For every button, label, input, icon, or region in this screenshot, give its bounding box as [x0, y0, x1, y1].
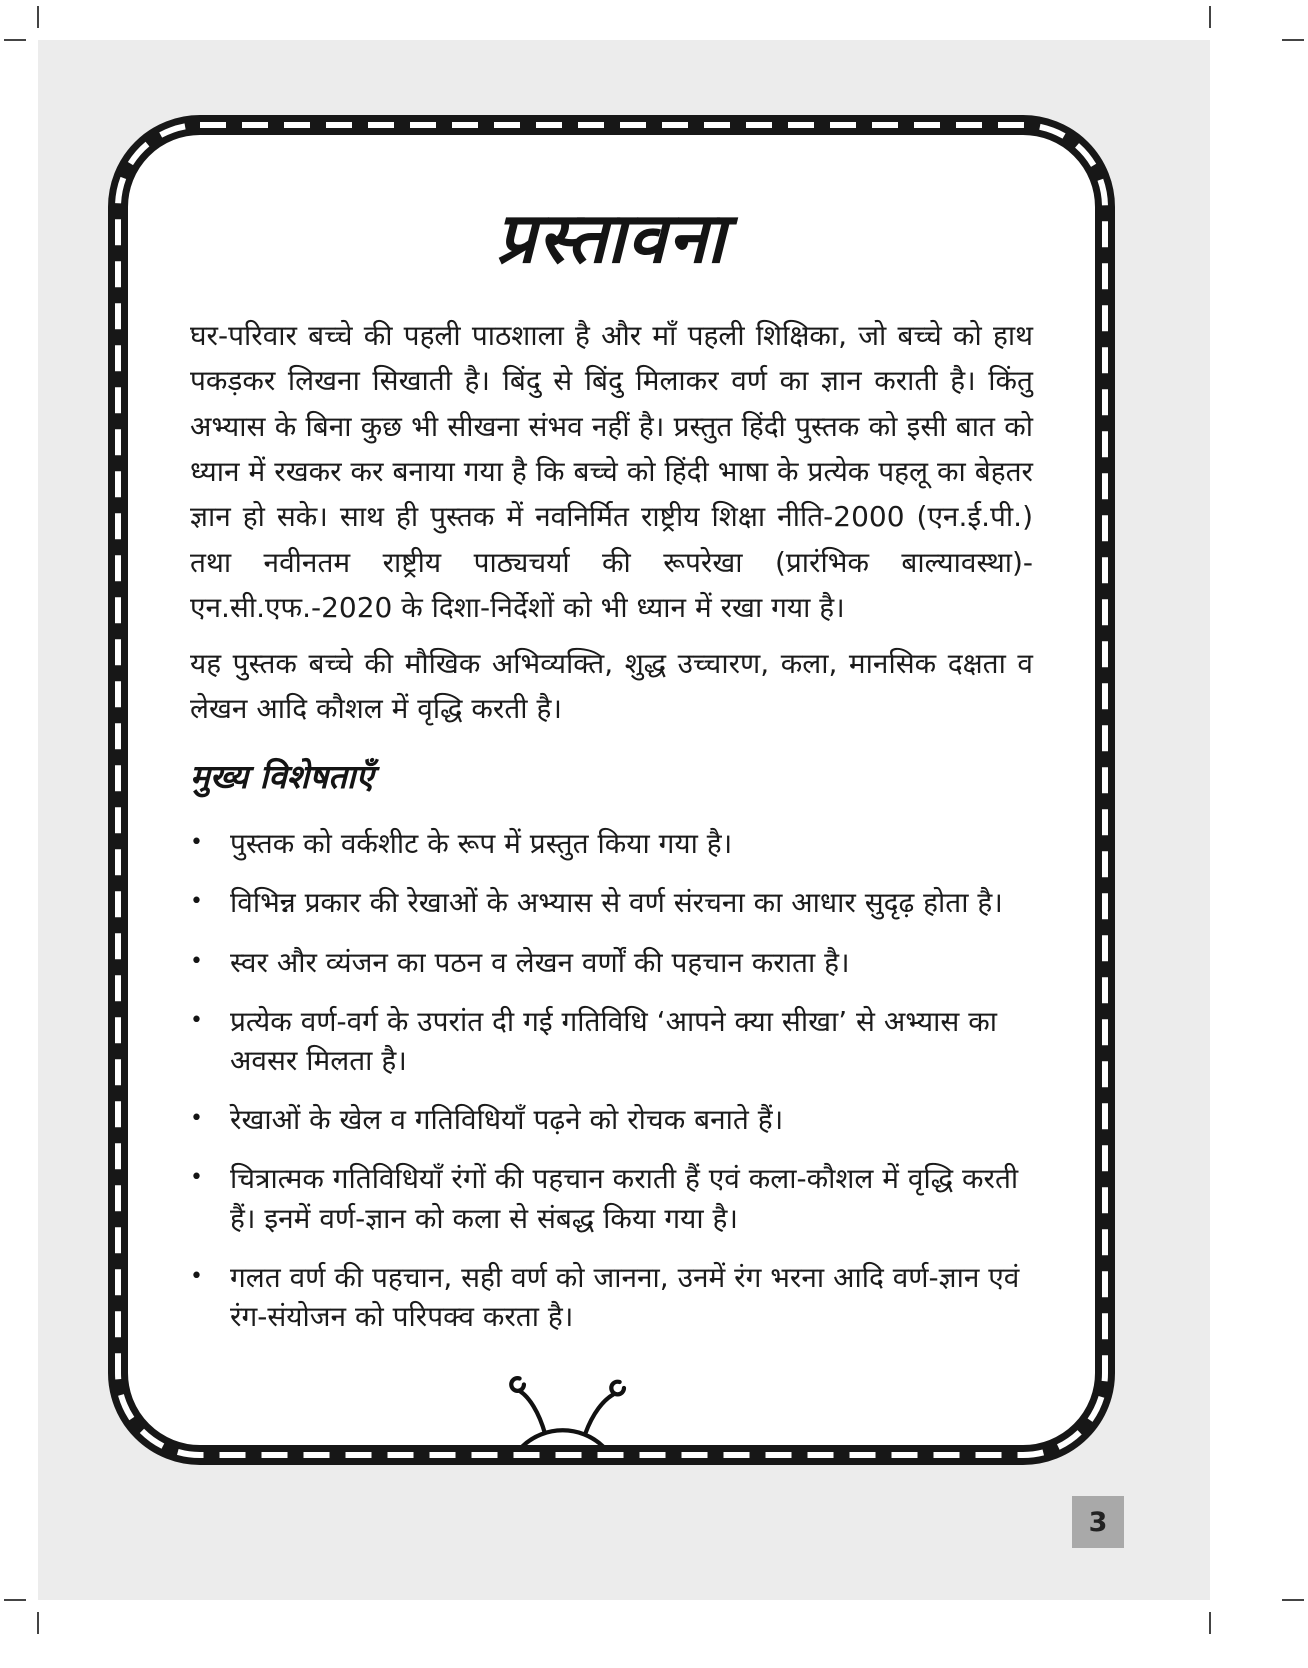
crop-mark-bottom-left-vertical [37, 1612, 39, 1634]
page-title: प्रस्तावना [496, 197, 727, 279]
crop-mark-top-left-horizontal [4, 39, 26, 41]
bullet-marker: • [190, 1263, 203, 1289]
bullet-marker: • [190, 948, 203, 974]
caterpillar-illustration [457, 1356, 767, 1445]
crop-mark-top-right-vertical [1209, 6, 1211, 28]
feature-text: गलत वर्ण की पहचान, सही वर्ण को जानना, उनमें रंग भरना आदि वर्ण-ज्ञान एवं रंग-संयोजन को परिपक्व करता है। [230, 1260, 1020, 1333]
frame-content [128, 135, 1095, 1445]
feature-text: पुस्तक को वर्कशीट के रूप में प्रस्तुत किया गया है। [230, 827, 733, 861]
page-number-box [1072, 1496, 1124, 1548]
crop-mark-top-left-vertical [37, 6, 39, 28]
illustration-wrapper [190, 1356, 1033, 1445]
feature-item [190, 1002, 1033, 1080]
feature-item [190, 883, 1033, 922]
crop-mark-bottom-right-vertical [1209, 1612, 1211, 1634]
bullet-marker: • [190, 889, 203, 915]
feature-item [190, 1258, 1033, 1336]
feature-text: प्रत्येक वर्ण-वर्ग के उपरांत दी गई गतिविधि ‘आपने क्या सीखा’ से अभ्यास का अवसर मिलता है। [230, 1004, 997, 1077]
bullet-marker: • [190, 1165, 203, 1191]
feature-item [190, 1100, 1033, 1139]
page-number: 3 [1088, 1506, 1108, 1538]
intro-paragraph-2: यह पुस्तक बच्चे की मौखिक अभिव्यक्ति, शुद्ध उच्चारण, कला, मानसिक दक्षता व लेखन आदि कौशल में वृद्धि करती है। [190, 646, 1033, 725]
features-heading: मुख्य विशेषताएँ [190, 757, 374, 797]
bullet-marker: • [190, 830, 203, 856]
feature-item [190, 943, 1033, 982]
decorative-frame [108, 115, 1115, 1465]
intro-paragraph-1: घर-परिवार बच्चे की पहली पाठशाला है और माँ पहली शिक्षिका, जो बच्चे को हाथ पकड़कर लिखना सिखाती है। बिंदु से बिंदु मिलाकर वर्ण का ज्ञान कराती है। किंतु अभ्यास के बिना कुछ भी सीखना संभव नहीं है। प्रस्तुत हिंदी पुस्तक को इसी बात को ध्यान में रखकर कर बनाया गया है कि बच्चे को हिंदी भाषा के प्रत्येक पहलू का बेहतर ज्ञान हो सके। साथ ही पुस्तक में नवनिर्मित राष्ट्रीय शिक्षा नीति-2000 (एन.ई.पी.) तथा नवीनतम राष्ट्रीय पाठ्यचर्या की रूपरेखा (प्रारंभिक बाल्यावस्था)- एन.सी.एफ.-2020 के दिशा-निर्देशों को भी ध्यान में रखा गया है। [190, 319, 1033, 625]
features-list [190, 824, 1033, 1336]
bullet-marker: • [190, 1007, 203, 1033]
feature-text: चित्रात्मक गतिविधियाँ रंगों की पहचान कराती हैं एवं कला-कौशल में वृद्धि करती हैं। इनमें वर्ण-ज्ञान को कला से संबद्ध किया गया है। [230, 1162, 1019, 1235]
intro-section [190, 313, 1033, 731]
feature-text: स्वर और व्यंजन का पठन व लेखन वर्णों की पहचान कराता है। [230, 945, 850, 979]
bullet-marker: • [190, 1106, 203, 1132]
crop-mark-top-right-horizontal [1282, 39, 1304, 41]
feature-item [190, 824, 1033, 863]
feature-text: विभिन्न प्रकार की रेखाओं के अभ्यास से वर्ण संरचना का आधार सुदृढ़ होता है। [230, 886, 1003, 920]
crop-mark-bottom-left-horizontal [4, 1599, 26, 1601]
feature-item [190, 1159, 1033, 1237]
feature-text: रेखाओं के खेल व गतिविधियाँ पढ़ने को रोचक बनाते हैं। [230, 1103, 784, 1137]
crop-mark-bottom-right-horizontal [1282, 1599, 1304, 1601]
